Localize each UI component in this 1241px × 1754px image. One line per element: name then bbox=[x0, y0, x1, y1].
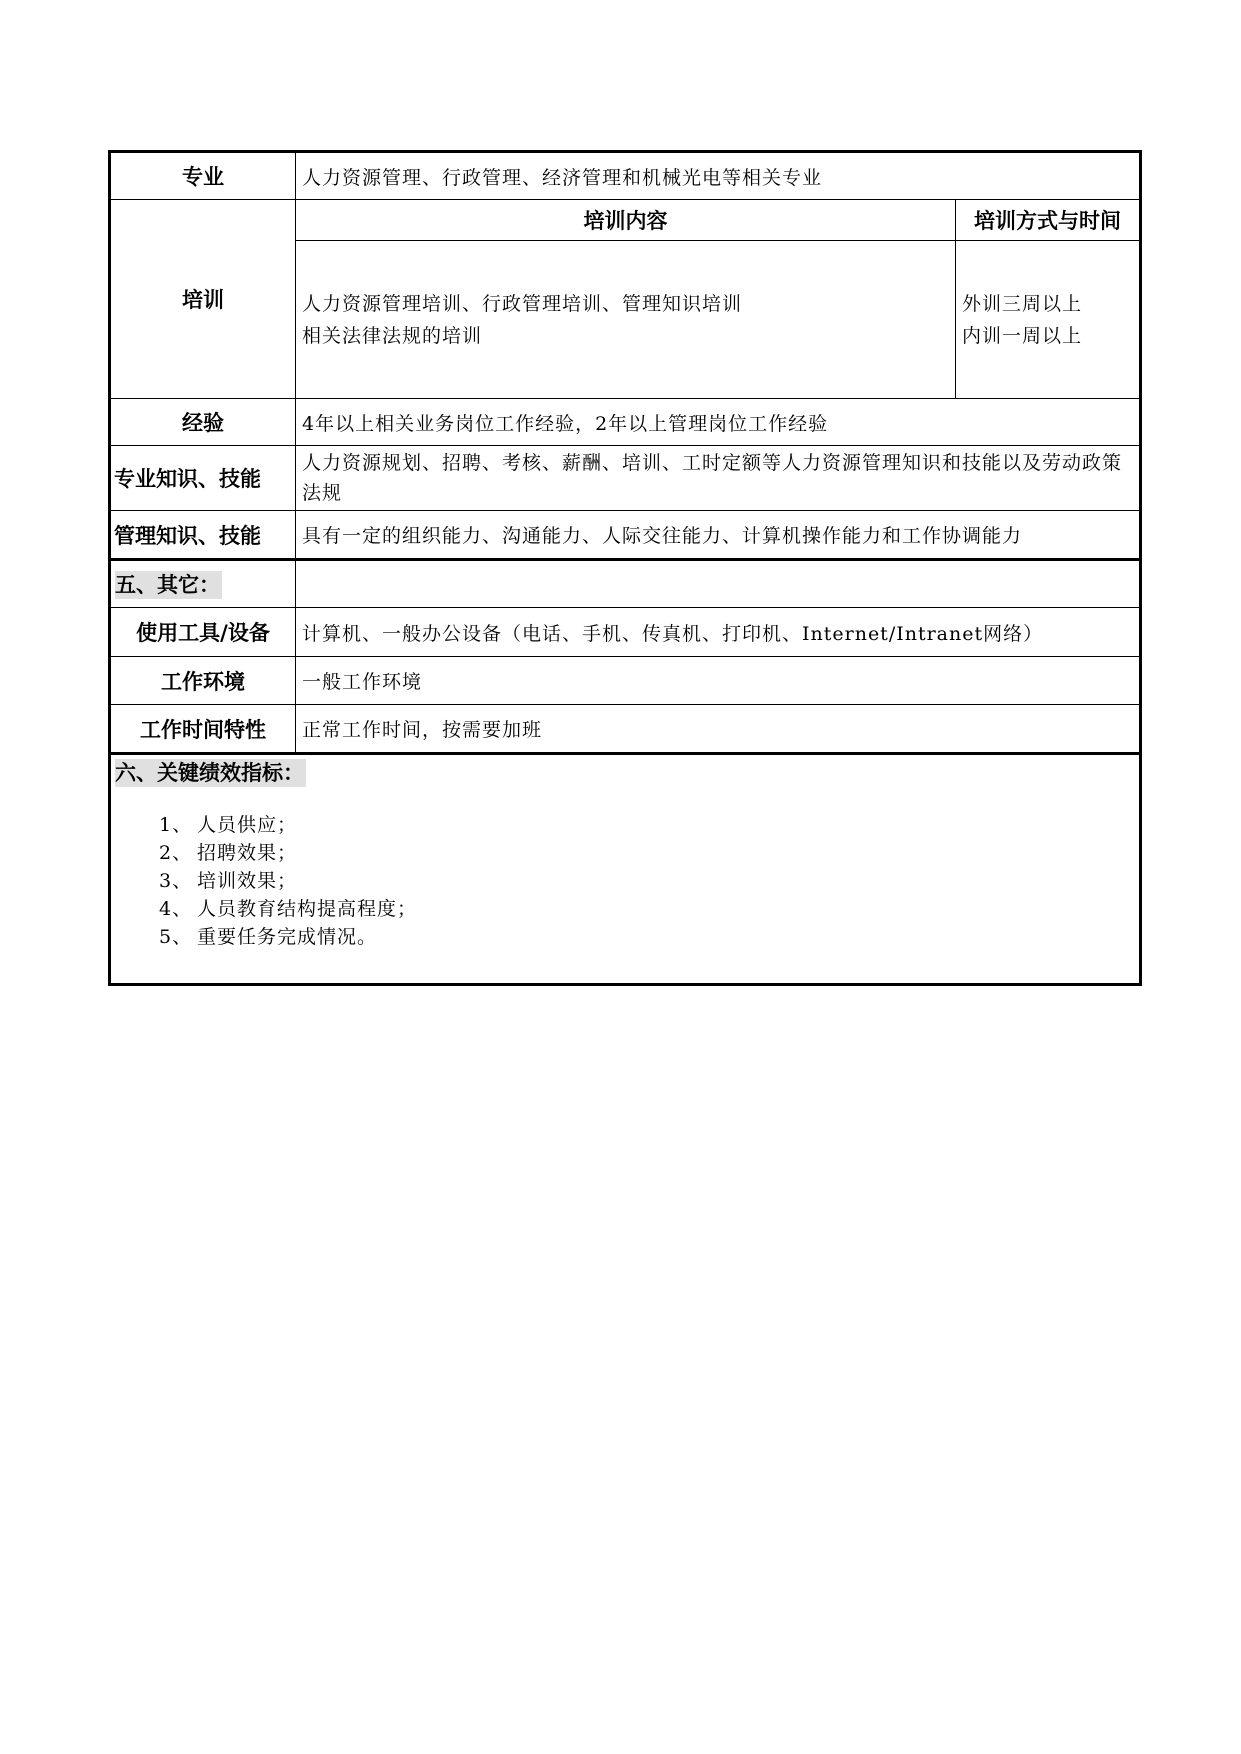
work-environment-label: 工作环境 bbox=[110, 657, 296, 705]
work-hours-row bbox=[110, 705, 1141, 754]
training-method-line: 内训一周以上 bbox=[962, 324, 1083, 347]
section-five-header-row bbox=[110, 560, 1141, 608]
training-method-header: 培训方式与时间 bbox=[956, 200, 1141, 241]
experience-row bbox=[110, 399, 1141, 446]
management-skills-row bbox=[110, 511, 1141, 560]
kpi-section bbox=[110, 754, 1141, 985]
kpi-item-text: 人员供应； bbox=[197, 814, 298, 836]
training-content bbox=[296, 241, 956, 399]
kpi-list bbox=[111, 787, 1139, 979]
training-label: 培训 bbox=[110, 200, 296, 399]
job-description-table bbox=[108, 150, 1142, 986]
kpi-item-number: 4、 bbox=[159, 898, 193, 920]
kpi-item-text: 人员教育结构提高程度； bbox=[197, 898, 418, 920]
kpi-row bbox=[110, 754, 1141, 985]
kpi-title-text: 六、关键绩效指标： bbox=[115, 761, 304, 785]
kpi-item-text: 招聘效果； bbox=[197, 842, 298, 864]
major-label: 专业 bbox=[110, 152, 296, 200]
kpi-item bbox=[159, 839, 1139, 867]
kpi-item-number: 5、 bbox=[159, 926, 193, 948]
tools-value: 计算机、一般办公设备（电话、手机、传真机、打印机、Internet/Intranet网络） bbox=[296, 608, 1141, 657]
major-row bbox=[110, 152, 1141, 200]
kpi-item-number: 1、 bbox=[159, 814, 193, 836]
kpi-item-text: 培训效果； bbox=[197, 870, 298, 892]
training-content-header: 培训内容 bbox=[296, 200, 956, 241]
management-skills-label: 管理知识、技能 bbox=[110, 511, 296, 560]
training-method bbox=[956, 241, 1141, 399]
professional-skills-row bbox=[110, 446, 1141, 511]
training-content-line: 人力资源管理培训、行政管理培训、管理知识培训 bbox=[302, 292, 743, 315]
section-five-title-text: 五、其它： bbox=[115, 573, 220, 597]
kpi-item bbox=[159, 895, 1139, 923]
training-header-row bbox=[110, 200, 1141, 241]
major-value: 人力资源管理、行政管理、经济管理和机械光电等相关专业 bbox=[296, 152, 1141, 200]
tools-label: 使用工具/设备 bbox=[110, 608, 296, 657]
experience-label: 经验 bbox=[110, 399, 296, 446]
professional-skills-value: 人力资源规划、招聘、考核、薪酬、培训、工时定额等人力资源管理知识和技能以及劳动政策法规 bbox=[296, 446, 1141, 511]
tools-row bbox=[110, 608, 1141, 657]
experience-value: 4年以上相关业务岗位工作经验，2年以上管理岗位工作经验 bbox=[296, 399, 1141, 446]
section-five-blank bbox=[296, 560, 1141, 608]
work-environment-value: 一般工作环境 bbox=[296, 657, 1141, 705]
kpi-item-number: 3、 bbox=[159, 870, 193, 892]
training-method-line: 外训三周以上 bbox=[962, 292, 1083, 315]
work-hours-label: 工作时间特性 bbox=[110, 705, 296, 754]
management-skills-value: 具有一定的组织能力、沟通能力、人际交往能力、计算机操作能力和工作协调能力 bbox=[296, 511, 1141, 560]
work-hours-value: 正常工作时间，按需要加班 bbox=[296, 705, 1141, 754]
kpi-item bbox=[159, 811, 1139, 839]
professional-skills-label: 专业知识、技能 bbox=[110, 446, 296, 511]
kpi-title bbox=[111, 755, 1139, 787]
kpi-item-number: 2、 bbox=[159, 842, 193, 864]
kpi-item bbox=[159, 923, 1139, 951]
training-content-line: 相关法律法规的培训 bbox=[302, 324, 483, 347]
work-environment-row bbox=[110, 657, 1141, 705]
section-five-title bbox=[110, 560, 296, 608]
kpi-item-text: 重要任务完成情况。 bbox=[197, 926, 378, 948]
kpi-item bbox=[159, 867, 1139, 895]
